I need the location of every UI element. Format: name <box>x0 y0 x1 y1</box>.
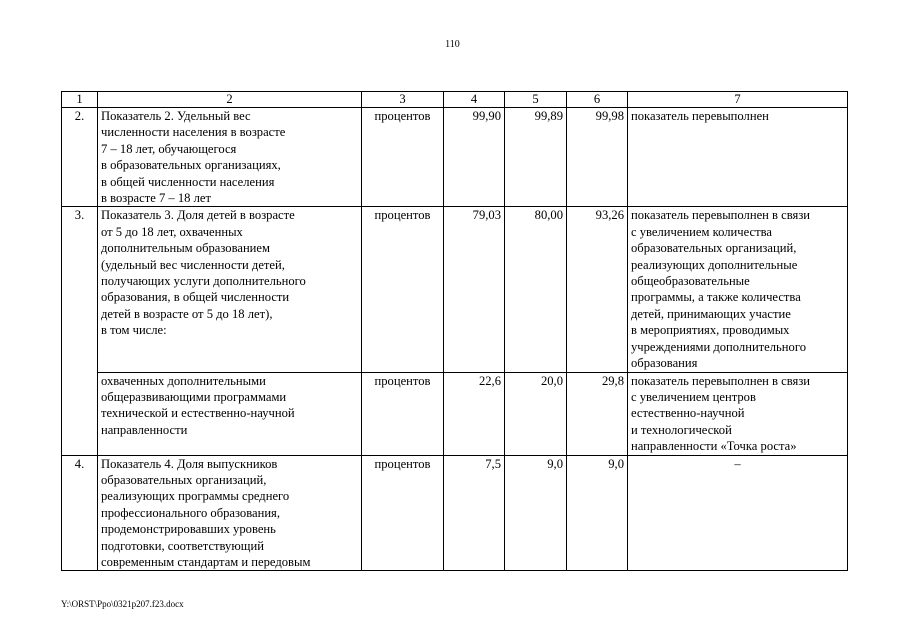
value-col5: 9,0 <box>505 455 567 571</box>
value-col4: 99,90 <box>444 108 505 207</box>
unit-cell: процентов <box>362 455 444 571</box>
indicator-name: Показатель 3. Доля детей в возрасте от 5 до 18 лет, охваченных дополнительным образованием (удельный вес численности детей, получающих услуги дополнительного образования, в общей численности детей в возрасте от 5 до 18 лет), в том числе: <box>98 207 362 372</box>
header-cell: 6 <box>567 92 628 108</box>
note-cell: показатель перевыполнен в связи с увеличением количества образовательных организаций, реализующих дополнительные общеобразовательные программы, а также количества детей, принимающих участие в мероприятиях, проводимых учреждениями дополнительного образования <box>628 207 848 372</box>
row-number: 4. <box>62 455 98 571</box>
row-number: 2. <box>62 108 98 207</box>
table-row <box>62 207 848 372</box>
note-cell: показатель перевыполнен в связи с увеличением центров естественно-научной и технологической направленности «Точка роста» <box>628 372 848 455</box>
header-cell: 2 <box>98 92 362 108</box>
file-path-footer: Y:\ORST\Ppo\0321p207.f23.docx <box>61 599 184 609</box>
header-cell: 3 <box>362 92 444 108</box>
header-cell: 4 <box>444 92 505 108</box>
table-row <box>62 455 848 571</box>
value-col4: 22,6 <box>444 372 505 455</box>
value-col5: 20,0 <box>505 372 567 455</box>
table-row <box>62 372 848 455</box>
value-col5: 99,89 <box>505 108 567 207</box>
value-col6: 9,0 <box>567 455 628 571</box>
indicator-name: охваченных дополнительными общеразвивающими программами технической и естественно-научной направленности <box>98 372 362 455</box>
unit-cell: процентов <box>362 207 444 372</box>
note-cell: показатель перевыполнен <box>628 108 848 207</box>
header-cell: 5 <box>505 92 567 108</box>
indicator-name: Показатель 4. Доля выпускников образовательных организаций, реализующих программы среднего профессионального образования, продемонстрировавших уровень подготовки, соответствующий современным стандартам и передовым <box>98 455 362 571</box>
header-cell: 1 <box>62 92 98 108</box>
value-col6: 93,26 <box>567 207 628 372</box>
row-number: 3. <box>62 207 98 455</box>
value-col5: 80,00 <box>505 207 567 372</box>
unit-cell: процентов <box>362 108 444 207</box>
indicator-name: Показатель 2. Удельный вес численности населения в возрасте 7 – 18 лет, обучающегося в образовательных организациях, в общей численности населения в возрасте 7 – 18 лет <box>98 108 362 207</box>
page-number: 110 <box>445 39 460 50</box>
unit-cell: процентов <box>362 372 444 455</box>
value-col6: 29,8 <box>567 372 628 455</box>
table-header-row <box>62 92 848 108</box>
note-cell: – <box>628 455 848 571</box>
value-col6: 99,98 <box>567 108 628 207</box>
indicators-table <box>61 91 848 571</box>
table-row <box>62 108 848 207</box>
value-col4: 7,5 <box>444 455 505 571</box>
value-col4: 79,03 <box>444 207 505 372</box>
header-cell: 7 <box>628 92 848 108</box>
